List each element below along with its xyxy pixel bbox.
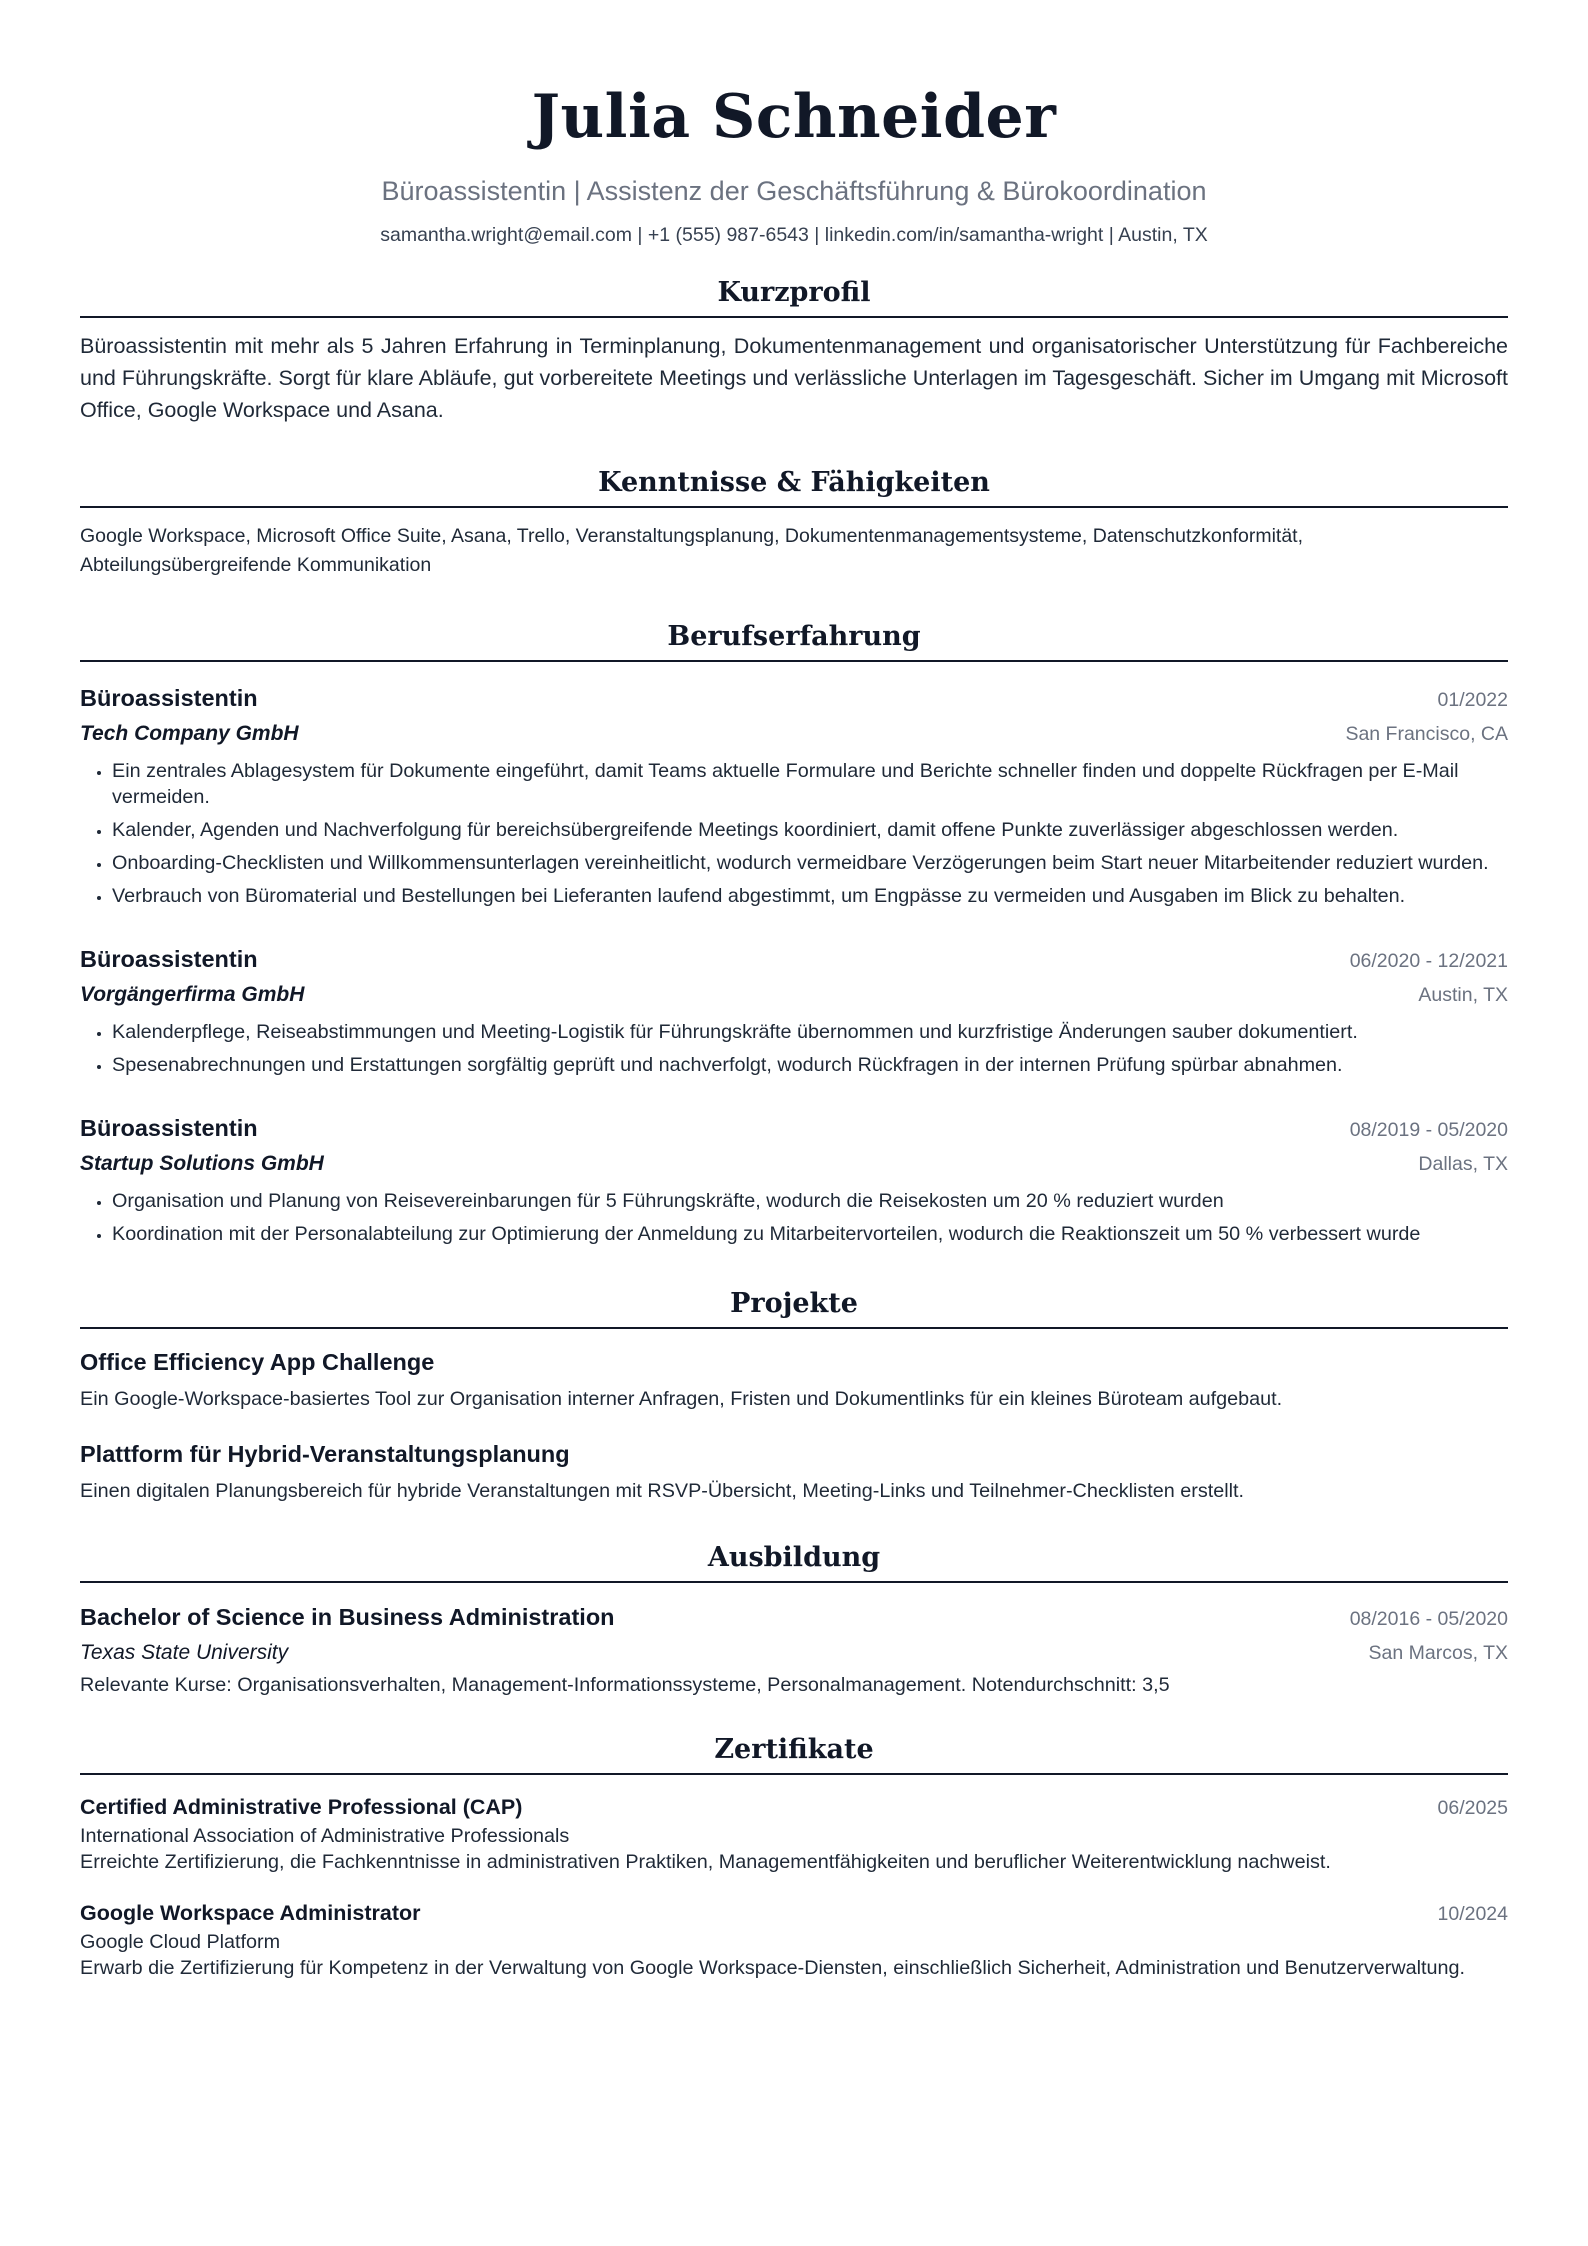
profile-text: Büroassistentin mit mehr als 5 Jahren Erfahrung in Terminplanung, Dokumentenmanagement und organisatorischer Unterstützung für Fachbereiche und Führungskräfte. Sorgt für klare Abläufe, gut vorbereitete Meetings und verlässliche Unterlagen im Tagesgeschäft. Sicher im Umgang mit Microsoft Office, Google Workspace und Asana. — [80, 334, 1508, 422]
skills-text: Google Workspace, Microsoft Office Suite, Asana, Trello, Veranstaltungsplanung, Dokumentenmanagementsysteme, Datenschutzkonformität, Abteilungsübergreifende Kommunikation — [80, 525, 1303, 576]
job-entry — [80, 941, 1508, 1078]
job-bullet: • Onboarding-Checklisten und Willkommensunterlagen vereinheitlicht, wodurch vermeidbare Verzögerungen beim Start neuer Mitarbeitender reduziert wurden. — [112, 850, 1508, 876]
certificate-date: 10/2024 — [1437, 1903, 1508, 1925]
job-date: 06/2020 - 12/2021 — [1349, 950, 1508, 972]
section-title-projects: Projekte — [80, 1287, 1508, 1329]
section-title-experience: Berufserfahrung — [80, 620, 1508, 662]
education-entry — [80, 1599, 1508, 1699]
section-title-education: Ausbildung — [80, 1541, 1508, 1583]
job-location: Austin, TX — [1418, 984, 1508, 1006]
job-title: Büroassistentin — [80, 685, 258, 711]
certificate-issuer: International Association of Administrative Professionals — [80, 1825, 570, 1847]
projects-section — [80, 1287, 1508, 1505]
job-bullet: • Koordination mit der Personalabteilung zur Optimierung der Anmeldung zu Mitarbeitervorteilen, wodurch die Reaktionszeit um 50 % verbessert wurde — [112, 1221, 1508, 1247]
certificate-entry — [80, 1791, 1508, 1875]
project-description: Einen digitalen Planungsbereich für hybride Veranstaltungen mit RSVP-Übersicht, Meeting-Links und Teilnehmer-Checklisten erstellt. — [80, 1480, 1245, 1502]
project-entry — [80, 1345, 1508, 1413]
job-date: 08/2019 - 05/2020 — [1349, 1119, 1508, 1141]
education-school: Texas State University — [80, 1641, 289, 1664]
job-bullet: • Kalenderpflege, Reiseabstimmungen und Meeting-Logistik für Führungskräfte übernommen und kurzfristige Änderungen sauber dokumentiert. — [112, 1019, 1508, 1045]
certificate-issuer: Google Cloud Platform — [80, 1931, 281, 1953]
project-title: Office Efficiency App Challenge — [80, 1349, 435, 1375]
resume-header — [80, 0, 1508, 248]
education-location: San Marcos, TX — [1368, 1642, 1508, 1664]
certificate-date: 06/2025 — [1437, 1797, 1508, 1819]
education-degree: Bachelor of Science in Business Administration — [80, 1604, 615, 1630]
certificate-description: Erreichte Zertifizierung, die Fachkenntnisse in administrativen Praktiken, Managementfähigkeiten und beruflicher Weiterentwicklung nachweist. — [80, 1851, 1331, 1873]
section-title-profile: Kurzprofil — [80, 276, 1508, 318]
job-date: 01/2022 — [1437, 689, 1508, 711]
job-company: Tech Company GmbH — [80, 722, 299, 745]
job-bullet: • Kalender, Agenden und Nachverfolgung für bereichsübergreifende Meetings koordiniert, damit offene Punkte zuverlässiger abgeschlossen werden. — [112, 817, 1508, 843]
job-bullets — [80, 758, 1508, 909]
candidate-headline: Büroassistentin | Assistenz der Geschäftsführung & Bürokoordination — [381, 176, 1207, 206]
education-section — [80, 1541, 1508, 1699]
job-bullet: • Organisation und Planung von Reisevereinbarungen für 5 Führungskräfte, wodurch die Reisekosten um 20 % reduziert wurden — [112, 1188, 1508, 1214]
job-location: Dallas, TX — [1418, 1153, 1508, 1175]
skills-section — [80, 466, 1508, 580]
certificate-title: Certified Administrative Professional (CAP) — [80, 1795, 523, 1819]
job-bullet: • Ein zentrales Ablagesystem für Dokumente eingeführt, damit Teams aktuelle Formulare und Berichte schneller finden und doppelte Rückfragen per E-Mail vermeiden. — [112, 758, 1508, 810]
job-bullets — [80, 1019, 1508, 1078]
job-bullet: • Verbrauch von Büromaterial und Bestellungen bei Lieferanten laufend abgestimmt, um Engpässe zu vermeiden und Ausgaben im Blick zu behalten. — [112, 883, 1508, 909]
education-note: Relevante Kurse: Organisationsverhalten, Management-Informationssysteme, Personalmanagement. Notendurchschnitt: 3,5 — [80, 1674, 1170, 1696]
section-title-certificates: Zertifikate — [80, 1733, 1508, 1775]
certificate-entry — [80, 1897, 1508, 1981]
certificates-section — [80, 1733, 1508, 1981]
job-bullets — [80, 1188, 1508, 1247]
project-title: Plattform für Hybrid-Veranstaltungsplanung — [80, 1441, 570, 1467]
job-bullet: • Spesenabrechnungen und Erstattungen sorgfältig geprüft und nachverfolgt, wodurch Rückfragen in der internen Prüfung spürbar abnahmen. — [112, 1052, 1508, 1078]
job-company: Startup Solutions GmbH — [80, 1152, 324, 1175]
project-entry — [80, 1437, 1508, 1505]
profile-section — [80, 276, 1508, 426]
job-location: San Francisco, CA — [1345, 723, 1508, 745]
project-description: Ein Google-Workspace-basiertes Tool zur Organisation interner Anfragen, Fristen und Dokumentlinks für ein kleines Büroteam aufgebaut. — [80, 1388, 1283, 1410]
job-company: Vorgängerfirma GmbH — [80, 983, 305, 1006]
education-date: 08/2016 - 05/2020 — [1349, 1608, 1508, 1630]
certificate-title: Google Workspace Administrator — [80, 1901, 421, 1925]
job-title: Büroassistentin — [80, 1115, 258, 1141]
job-title: Büroassistentin — [80, 946, 258, 972]
section-title-skills: Kenntnisse & Fähigkeiten — [80, 466, 1508, 508]
contact-line: samantha.wright@email.com | +1 (555) 987-6543 | linkedin.com/in/samantha-wright | Austin, TX — [380, 224, 1208, 246]
experience-section — [80, 620, 1508, 1247]
certificate-description: Erwarb die Zertifizierung für Kompetenz in der Verwaltung von Google Workspace-Diensten, einschließlich Sicherheit, Administration und Benutzerverwaltung. — [80, 1957, 1466, 1979]
job-entry — [80, 680, 1508, 909]
candidate-name: Julia Schneider — [531, 82, 1057, 152]
job-entry — [80, 1110, 1508, 1247]
